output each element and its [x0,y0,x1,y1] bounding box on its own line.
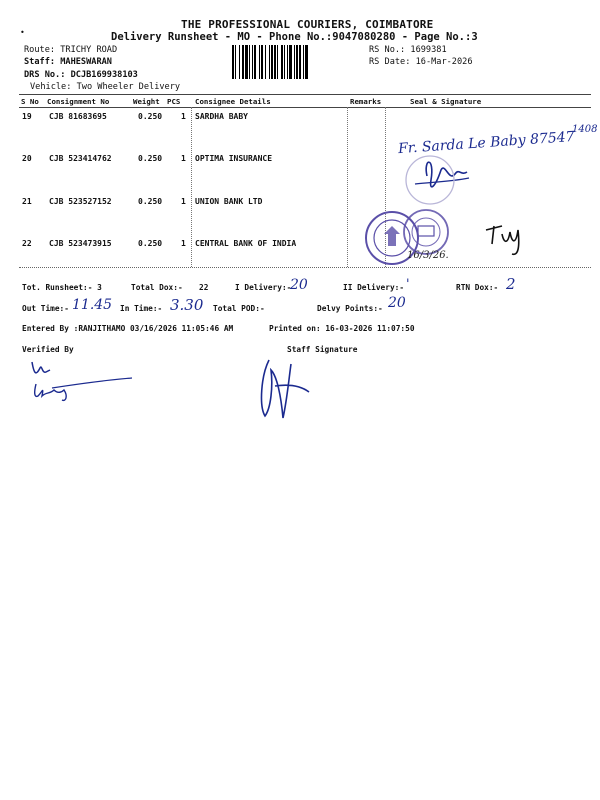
delvy-points-hand: 20 [388,295,406,311]
col-sno: S No [21,97,39,106]
rs-date-value: 16-Mar-2026 [415,57,473,67]
rs-no-label: RS No.: [369,45,406,55]
in-time-hand: 3.30 [170,296,204,314]
verified-by-label: Verified By [22,345,74,354]
bullet-mark: • [20,28,25,37]
cell-pcs: 1 [181,154,186,163]
drs-label: DRS No.: [24,70,66,80]
bank-stamp-icon [360,198,460,278]
staff-signature-label: Staff Signature [287,345,358,354]
cell-pcs: 1 [181,197,186,206]
rs-no-row [369,45,447,55]
rtn-dox-hand: 2 [506,275,516,293]
vehicle-row [30,82,180,92]
staff-row [24,57,112,67]
entered-by: Entered By :RANJITHAMO 03/16/2026 11:05:46 AM [22,324,234,333]
cell-consignment: CJB 523414762 [49,154,112,163]
cell-consignment: CJB 523473915 [49,239,112,248]
header-rule-bottom [19,107,591,108]
verified-signature [28,356,138,411]
total-dox-label: Total Dox:- [131,283,183,292]
drs-row [24,70,138,80]
staff-signature [255,356,315,426]
rs-date-label: RS Date: [369,57,411,67]
tot-runsheet: Tot. Runsheet:- 3 [22,283,102,292]
faint-stamp-icon [395,150,465,210]
rtn-dox-label: RTN Dox:- [456,283,499,292]
col-weight: Weight [133,97,160,106]
cell-consignment: CJB 523527152 [49,197,112,206]
i-delivery-hand: 20 [290,277,308,293]
out-time-hand: 11.45 [72,297,113,313]
col-divider [191,107,192,267]
cell-consignee: SARDHA BABY [195,112,248,121]
handwritten-receipt-note: Fr. Sarda Le Baby 87547 [397,128,576,158]
route-label: Route: [24,45,56,55]
drs-value: DCJB169938103 [70,70,138,80]
col-divider [347,107,348,267]
summary-rule [19,267,591,268]
vehicle-label: Vehicle: [30,82,72,92]
signature-row22 [478,210,538,260]
vehicle-value: Two Wheeler Delivery [76,82,181,92]
cell-sno: 21 [22,197,32,206]
stamp-date: 16/3/26. [407,250,449,261]
cell-consignee: CENTRAL BANK OF INDIA [195,239,297,248]
total-dox-value: 22 [199,283,209,292]
cell-sno: 20 [22,154,32,163]
in-time-label: In Time:- [120,304,163,313]
handwritten-superscript: 1408 [572,124,598,135]
col-pcs: PCS [167,97,181,106]
cell-consignee: UNION BANK LTD [195,197,263,206]
cell-pcs: 1 [181,239,186,248]
printed-on: Printed on: 16-03-2026 11:07:50 [269,324,415,333]
staff-label: Staff: [24,57,56,67]
rs-no-value: 1699381 [410,45,447,55]
delvy-points-label: Delvy Points:- [317,304,383,313]
runsheet-subtitle: Delivery Runsheet - MO - Phone No.:9047080280 - Page No.:3 [111,31,478,43]
barcode [232,45,364,79]
ii-delivery-hand: ' [406,277,410,292]
col-seal: Seal & Signature [410,97,482,106]
ii-delivery-label: II Delivery:- [343,283,405,292]
route-value: TRICHY ROAD [60,45,118,55]
cell-weight: 0.250 [138,197,163,206]
cell-weight: 0.250 [138,239,163,248]
cell-sno: 22 [22,239,32,248]
route-row [24,45,117,55]
out-time-label: Out Time:- [22,304,69,313]
col-remarks: Remarks [350,97,382,106]
rs-date-row [369,57,473,67]
col-consignment: Consignment No [47,97,110,106]
i-delivery-label: I Delivery:- [235,283,292,292]
cell-weight: 0.250 [138,112,163,121]
cell-consignee: OPTIMA INSURANCE [195,154,273,163]
cell-weight: 0.250 [138,154,163,163]
cell-pcs: 1 [181,112,186,121]
staff-value: MAHESWARAN [60,57,112,67]
cell-sno: 19 [22,112,32,121]
total-pod-label: Total POD:- [213,304,265,313]
col-consignee: Consignee Details [195,97,271,106]
header-rule-top [19,94,591,95]
cell-consignment: CJB 81683695 [49,112,107,121]
company-title: THE PROFESSIONAL COURIERS, COIMBATORE [181,18,434,31]
